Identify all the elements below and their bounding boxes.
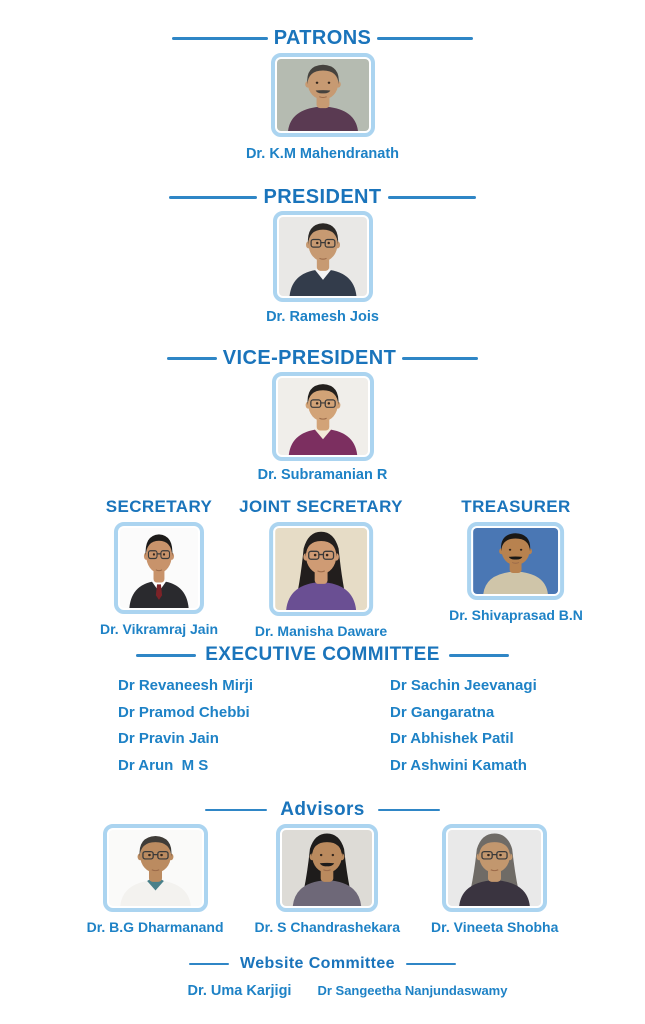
advisors-heading-row: [0, 800, 645, 820]
heading-rule-right: [406, 963, 456, 965]
section-title-vice-president: VICE-PRESIDENT: [222, 347, 397, 369]
section-vice-president: [0, 348, 645, 484]
member-name: Dr. K.M Mahendranath: [245, 146, 400, 162]
section-title-treasurer: TREASURER: [461, 497, 571, 516]
member-photo: [273, 211, 373, 302]
member-photo: [114, 522, 204, 614]
member-president: [0, 207, 645, 326]
member-photo: [467, 522, 564, 600]
advisor-member: [431, 824, 558, 936]
heading-rule-left: [167, 357, 217, 360]
section-title-joint-secretary: JOINT SECRETARY: [239, 497, 403, 516]
executive-committee-left-column: [118, 673, 390, 779]
member-name: Dr. Ramesh Jois: [266, 309, 379, 325]
officer-treasurer: [449, 498, 583, 623]
section-title-patrons: PATRONS: [273, 27, 372, 49]
member-photo: [271, 53, 375, 137]
section-title-executive-committee: EXECUTIVE COMMITTEE: [205, 644, 440, 665]
section-title-secretary: SECRETARY: [105, 497, 213, 516]
section-title-website-committee: Website Committee: [240, 955, 395, 972]
president-heading-row: [0, 187, 645, 207]
member-vice-president: [0, 368, 645, 484]
member-name: Dr. B.G Dharmanand: [86, 919, 224, 935]
committee-member-name: Dr Pravin Jain: [118, 730, 219, 747]
member-photo: [272, 372, 374, 461]
heading-rule-right: [449, 654, 509, 657]
heading-rule-left: [189, 963, 229, 965]
member-photo: [276, 824, 378, 912]
section-advisors: [0, 800, 645, 936]
member-name: Dr. Manisha Daware: [254, 623, 388, 639]
executive-committee-list: [0, 673, 645, 779]
advisor-member: [255, 824, 401, 936]
member-photo: [269, 522, 373, 616]
heading-rule-left: [169, 196, 257, 199]
heading-rule-left: [205, 809, 267, 812]
vice-president-heading-row: [0, 348, 645, 368]
website-committee-names: [0, 982, 645, 1000]
officer-secretary: [100, 498, 218, 637]
section-website-committee: [0, 955, 645, 1000]
member-name: Dr. Subramanian R: [257, 467, 388, 483]
member-name: Dr. Vikramraj Jain: [99, 621, 219, 637]
member-photo: [103, 824, 208, 912]
member-patron: [0, 48, 645, 163]
committee-member-name: Dr. Uma Karjigi: [187, 983, 292, 999]
committee-member-name: Dr Sachin Jeevanagi: [390, 677, 537, 694]
heading-rule-right: [402, 357, 478, 360]
section-title-president: PRESIDENT: [263, 186, 382, 208]
executive-committee-right-column: [390, 673, 645, 779]
heading-rule-right: [378, 809, 440, 812]
member-photo: [442, 824, 547, 912]
executive-committee-heading-row: [0, 645, 645, 665]
section-title-advisors: Advisors: [280, 799, 365, 820]
heading-rule-right: [388, 196, 476, 199]
member-name: Dr. Vineeta Shobha: [431, 919, 559, 935]
committee-member-name: Dr Revaneesh Mirji: [118, 677, 254, 694]
patrons-heading-row: [0, 28, 645, 48]
committee-member-name: Dr Arun M S: [118, 756, 209, 774]
section-patrons: [0, 0, 645, 163]
committee-member-name: Dr Pramod Chebbi: [118, 703, 250, 721]
member-name: Dr. S Chandrashekara: [254, 919, 401, 935]
member-name: Dr. Shivaprasad B.N: [449, 607, 583, 623]
officer-joint-secretary: [239, 498, 403, 639]
advisors-row: [0, 824, 645, 936]
committee-member-name: Dr Abhishek Patil: [390, 730, 514, 747]
committee-member-name: Dr Sangeetha Nanjundaswamy: [317, 983, 508, 998]
heading-rule-left: [136, 654, 196, 657]
committee-member-name: Dr Gangaratna: [390, 703, 495, 721]
advisor-member: [87, 824, 224, 936]
heading-rule-right: [377, 37, 473, 40]
website-committee-heading-row: [0, 955, 645, 973]
heading-rule-left: [172, 37, 268, 40]
committee-member-name: Dr Ashwini Kamath: [390, 756, 527, 774]
section-executive-committee: [0, 645, 645, 779]
section-president: [0, 187, 645, 326]
section-officers-row: [0, 498, 645, 639]
